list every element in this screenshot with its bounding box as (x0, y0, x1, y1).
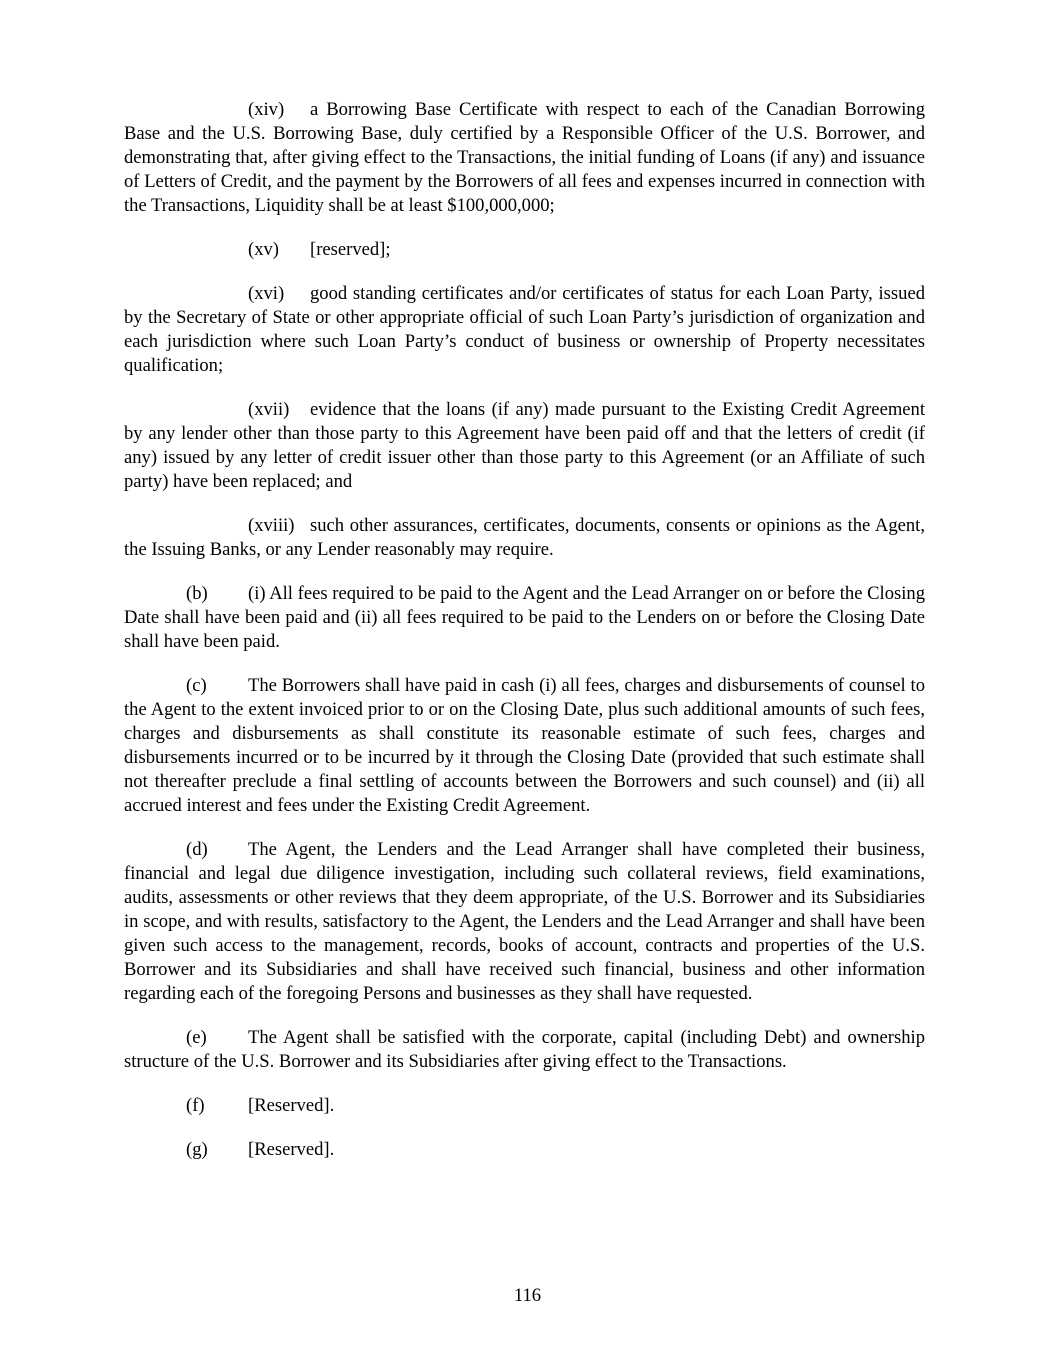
clause-text: The Agent, the Lenders and the Lead Arranger shall have completed their business, financial and legal due diligence investigation, including such collateral reviews, field examinations, audits, assessments or other reviews that they deem appropriate, of the U.S. Borrower and its Subsidiaries in scope, and with results, satisfactory to the Agent, the Lenders and the Lead Arranger and shall have been given such access to the management, records, books of account, contracts and properties of the U.S. Borrower and its Subsidiaries and shall have received such financial, business and other information regarding each of the foregoing Persons and businesses as they shall have requested. (124, 839, 925, 1004)
clause-xvii (124, 398, 925, 494)
clause-label: (d) (186, 839, 208, 860)
clause-label: (xvii) (248, 399, 290, 420)
clause-xviii (124, 514, 925, 562)
document-page (124, 98, 925, 1182)
clause-label: (xviii) (248, 515, 295, 536)
clause-text: evidence that the loans (if any) made pursuant to the Existing Credit Agreement by any lender other than those party to this Agreement have been paid off and that the letters of credit (if any) issued by any letter of credit issuer other than those party to this Agreement (or an Affiliate of such party) have been replaced; and (124, 399, 925, 492)
clause-b (124, 582, 925, 654)
clause-text: [Reserved]. (248, 1095, 335, 1116)
clause-text: The Borrowers shall have paid in cash (i) all fees, charges and disbursements of counsel to the Agent to the extent invoiced prior to or on the Closing Date, plus such additional amounts of such fees, charges and disbursements as shall constitute its reasonable estimate of such fees, charges and disbursements incurred or to be incurred by it through the Closing Date (provided that such estimate shall not thereafter preclude a final settling of accounts between the Borrowers and such counsel) and (ii) all accrued interest and fees under the Existing Credit Agreement. (124, 675, 925, 816)
clause-xv (124, 238, 925, 262)
clause-label: (xv) (248, 239, 279, 260)
clause-label: (xvi) (248, 283, 285, 304)
clause-label: (g) (186, 1139, 208, 1160)
clause-xvi (124, 282, 925, 378)
clause-label: (xiv) (248, 99, 285, 120)
clause-text: a Borrowing Base Certificate with respect to each of the Canadian Borrowing Base and the U.S. Borrowing Base, duly certified by a Responsible Officer of the U.S. Borrower, and demonstrating that, after giving effect to the Transactions, the initial funding of Loans (if any) and issuance of Letters of Credit, and the payment by the Borrowers of all fees and expenses incurred in connection with the Transactions, Liquidity shall be at least $100,000,000; (124, 99, 925, 216)
clause-text: [reserved]; (310, 239, 391, 260)
clause-f (124, 1094, 925, 1118)
clause-text: (i) All fees required to be paid to the Agent and the Lead Arranger on or before the Closing Date shall have been paid and (ii) all fees required to be paid to the Lenders on or before the Closing Date shall have been paid. (124, 583, 925, 652)
clause-text: [Reserved]. (248, 1139, 335, 1160)
clause-e (124, 1026, 925, 1074)
clause-label: (e) (186, 1027, 207, 1048)
clause-text: good standing certificates and/or certificates of status for each Loan Party, issued by the Secretary of State or other appropriate official of such Loan Party’s jurisdiction of organization and each jurisdiction where such Loan Party’s conduct of business or ownership of Property necessitates qualification; (124, 283, 925, 376)
clause-label: (b) (186, 583, 208, 604)
clause-label: (f) (186, 1095, 205, 1116)
clause-text: The Agent shall be satisfied with the corporate, capital (including Debt) and ownership structure of the U.S. Borrower and its Subsidiaries after giving effect to the Transactions. (124, 1027, 925, 1072)
page-number: 116 (513, 1285, 542, 1306)
clause-g (124, 1138, 925, 1162)
clause-label: (c) (186, 675, 207, 696)
clause-xiv (124, 98, 925, 218)
clause-c (124, 674, 925, 818)
clause-text: such other assurances, certificates, documents, consents or opinions as the Agent, the Issuing Banks, or any Lender reasonably may require. (124, 515, 925, 560)
clause-d (124, 838, 925, 1006)
